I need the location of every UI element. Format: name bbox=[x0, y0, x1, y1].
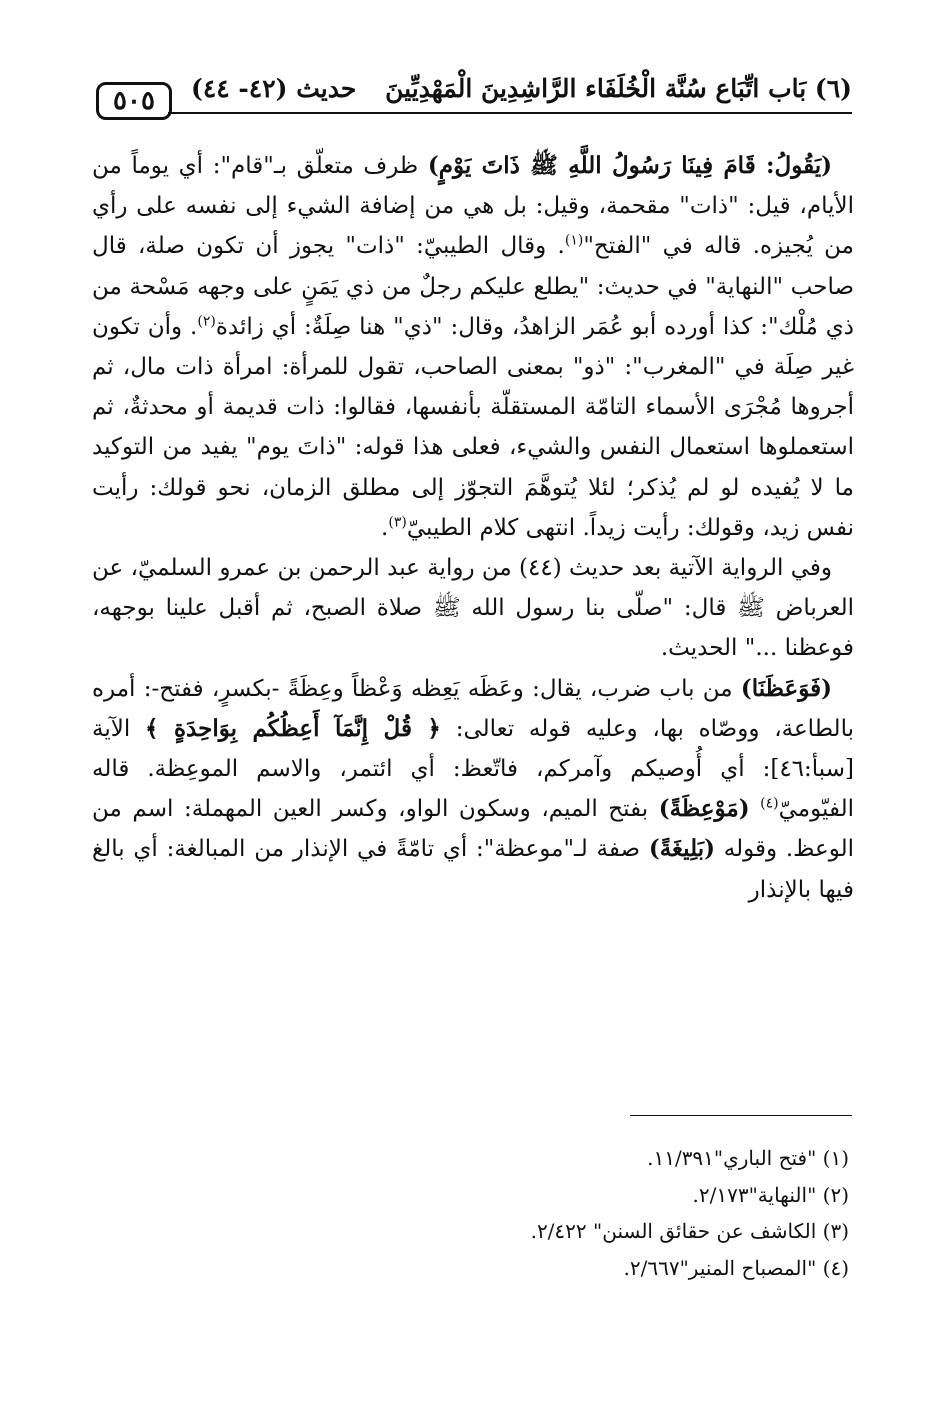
footnote-divider bbox=[630, 1115, 852, 1116]
paragraph-1 bbox=[92, 146, 854, 548]
hadith-word: (فَوَعَظَنَا) bbox=[740, 674, 832, 702]
header-rule bbox=[168, 112, 852, 114]
page-header bbox=[96, 70, 852, 126]
commentary-text: . وقال الطيبيّ: "ذات" يجوز أن تكون صلة، قال صاحب "النهاية" في حديث: "يطلع عليكم رجلٌ من ذي يَمَنٍ على وجهه مَسْحة من ذي مُلْك": كذا أورده أبو عُمَر الزاهدُ، وقال: "ذي" هنا صِلَةٌ: أي زائدة bbox=[92, 233, 854, 340]
footnote-2: (٢) "النهاية"٢/١٧٣. bbox=[692, 1182, 849, 1207]
hadith-range: حديث (٤٢- ٤٤) bbox=[191, 74, 357, 103]
commentary-text: بفتح الميم، وسكون الواو، وكسر العين المهملة: اسم من الوعظ. وقوله bbox=[92, 796, 855, 863]
footnote-ref-3: (٣) bbox=[388, 514, 407, 531]
commentary-text: . وأن تكون غير صِلَة في "المغرب": "ذو" بمعنى الصاحب، تقول للمرأة: امرأة ذات مال، ثم أجروها مُجْرَى الأسماء التامّة المستقلّة بأنفسها، فقالوا: ذات قديمة أو محدثةٌ، ثم استعملوها استعمال النفس والشيء، فعلى هذا قوله: "ذاتَ يوم" يفيد من التوكيد ما لا يُفيده لو لم يُذكر؛ لئلا يُتوهَّمَ التجوّز إلى مطلق الزمان، نحو قولك: رأيت نفس زيد، وقولك: رأيت زيداً. انتهى كلام الطيبيّ bbox=[92, 313, 854, 541]
commentary-text bbox=[750, 796, 761, 822]
footnote-ref-4: (٤) bbox=[760, 795, 779, 812]
footnote-4: (٤) "المصباح المنير"٢/٦٦٧. bbox=[623, 1255, 849, 1280]
chapter-title: (٦) بَاب اتِّبَاع سُنَّة الْخُلَفَاء الرَّاشِدِينَ الْمَهْدِيِّينَ bbox=[385, 74, 852, 103]
paragraph-3 bbox=[92, 669, 854, 910]
hadith-word: (بَلِيغَةً) bbox=[648, 835, 715, 863]
hadith-quote: (يَقُولُ: قَامَ فِينَا رَسُولُ اللَّهِ ﷺ ذَاتَ يَوْمٍ) bbox=[427, 152, 833, 179]
footnotes bbox=[129, 1140, 849, 1286]
commentary-text: . bbox=[381, 514, 389, 541]
paragraph-2: وفي الرواية الآتية بعد حديث (٤٤) من رواية عبد الرحمن بن عمرو السلميّ، عن العرباض ﷺ قال: "صلّى بنا رسول الله ﷺ صلاة الصبح، ثم أقبل علينا بوجهه، فوعظنا ..." الحديث. bbox=[92, 555, 854, 662]
commentary-text: من باب ضرب، يقال: وعَظَه يَعِظه وَعْظاً وعِظَةً -بكسرٍ، ففتح-: أمره بالطاعة، ووصّاه بها، وعليه قوله تعالى: bbox=[92, 675, 854, 742]
commentary-text: صفة لـ"موعظة": أي تامّةً في الإنذار من المبالغة: أي بالغ فيها بالإنذار bbox=[92, 836, 854, 903]
footnote-3: (٣) الكاشف عن حقائق السنن" ٢/٤٢٢. bbox=[530, 1219, 849, 1243]
footnote-ref-2: (٢) bbox=[197, 313, 216, 330]
quran-verse: ﴿ قُلْ إِنَّمَآ أَعِظُكُم بِوَاحِدَةٍ ﴾ bbox=[145, 714, 441, 742]
commentary-text: ظرف متعلّق بـ"قام": أي يوماً من الأيام، قيل: "ذات" مقحمة، وقيل: بل هي من إضافة الشيء إلى نفسه على رأي من يُجيزه. قاله في "الفتح" bbox=[92, 153, 855, 260]
page-number: ٥٠٥ bbox=[96, 82, 172, 120]
main-text bbox=[92, 146, 854, 910]
commentary-text: الآية [سبأ:٤٦]: أي أُوصيكم وآمركم، فاتّعظ: أي ائتمر، والاسم الموعِظة. قاله الفيّوميّ bbox=[92, 715, 854, 823]
hadith-word: (مَوْعِظَةً) bbox=[658, 795, 750, 823]
footnote-ref-1: (١) bbox=[564, 232, 584, 249]
footnote-1: (١) "فتح الباري"١١/٣٩١. bbox=[647, 1146, 849, 1170]
